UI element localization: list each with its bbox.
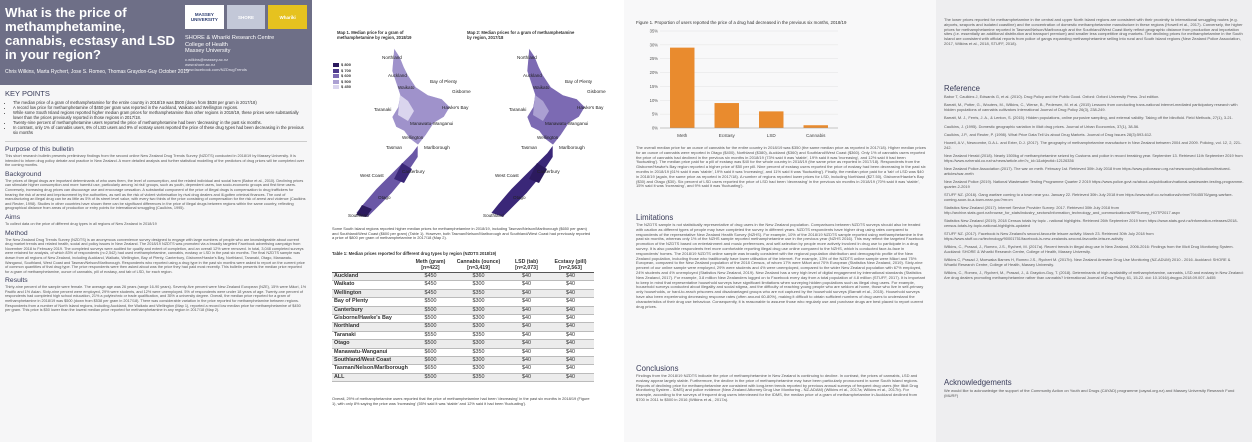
price-cell: $300 — [451, 306, 506, 314]
map-region-label: West Coast — [360, 173, 384, 178]
authors: Chris Wilkins, Marta Rychert, Jose S. Romeo, Thomas Graydon-Guy October 2019 — [5, 69, 189, 75]
price-cell: $40 — [506, 323, 547, 331]
table-header-cell: Cannabis (ounce) [n=3,419] — [451, 258, 506, 273]
price-cell: $350 — [451, 348, 506, 356]
price-cell: $500 — [410, 323, 451, 331]
reference-item: Barratt, M. J., Ferris, J. A., & Lenton, S. (2015). Hidden populations, online purposive sampling, and external validity: Taking off the blindfold. Field Methods, 27(1), 3-21. — [944, 115, 1233, 121]
contact-email[interactable]: c.wilkins@massey.ac.nz — [185, 57, 229, 62]
region-cell: Manawatu-Wanganui — [332, 348, 410, 356]
y-tick-label: 35% — [649, 28, 658, 34]
conclusions-heading: Conclusions — [636, 364, 679, 373]
page-2 — [312, 0, 624, 442]
y-tick-label: 10% — [649, 97, 658, 103]
contact-facebook[interactable]: www.facebook.com/NZDrugTrends — [185, 66, 247, 72]
price-cell: $40 — [506, 315, 547, 323]
map-region-label: Marlborough — [424, 145, 450, 150]
price-cell: $40 — [506, 306, 547, 314]
price-cell: $40 — [506, 348, 547, 356]
map-region-label: Taranaki — [374, 107, 392, 112]
price-cell: $40 — [506, 298, 547, 306]
price-cell: $40 — [547, 365, 594, 373]
aims-text: To collect data on the price of different drug types in all regions of New Zealand in 2018/19 — [5, 221, 157, 226]
price-cell: $300 — [451, 365, 506, 373]
x-tick-label: LSD — [766, 133, 776, 138]
table-row — [332, 357, 594, 365]
background-heading: Background — [5, 170, 42, 178]
map-region-label: Canterbury — [402, 169, 425, 174]
price-cell: $40 — [506, 365, 547, 373]
legend-swatch — [333, 74, 339, 78]
y-tick-label: 20% — [649, 70, 658, 76]
price-cell: $40 — [547, 348, 594, 356]
table-header-cell: Meth (gram) [n=422] — [410, 258, 451, 273]
map-region-label: Northland — [382, 55, 402, 60]
price-cell: $300 — [451, 340, 506, 348]
map-region-label: Southland — [348, 213, 369, 218]
map-region-label: West Coast — [495, 173, 519, 178]
map-region-label: Gisborne — [587, 89, 606, 94]
table-header-row — [332, 258, 594, 273]
price-cell: $40 — [547, 289, 594, 297]
region-cell: Taranaki — [332, 331, 410, 339]
table-row — [332, 340, 594, 348]
map-region-label: Manawatu-Wanganui — [410, 121, 454, 126]
legend-label: $ 600 — [341, 73, 352, 79]
reference-item: Wilkins, C., Romeo, J., Rychert, M., Prasad, J., & Graydon-Guy, T. (2018). Determinants of high availability of methamphetamine, cannabis, LSD and ecstasy in New Zealand: Are drug dealers promoting methamphetamine rather than cannabis? International Journal of Drug Policy, 61, 15-22. doi: 10.1016/j.drugpo.2018.09.007. A455 — [944, 270, 1244, 280]
reference-item: Barratt, M., Potter, G., Wouters, M., Wilkins, C., Werse, B., Pedersen, M. et al. (2015) Lessons from conducting trans-national internet-mediated participatory research with hidden populations of cannabis cultivators International Journal of Drug Policy 26(3), 238-249. — [944, 102, 1238, 112]
legend-swatch — [333, 80, 339, 84]
reference-item: New Zealand Police Association (2017). The war on meth. February 1st. Retrieved 30th July 2018 from https://www.policeassn.org.nz/newsroom/publications/featured-articles/war-meth — [944, 166, 1231, 176]
region-cell: Tasman/Nelson/Marlborough — [334, 365, 408, 372]
contact-block — [185, 58, 309, 72]
aims-heading: Aims — [5, 213, 21, 221]
legend-label: $ 700 — [341, 67, 352, 73]
key-point: • While some South Island regions reported higher median gram prices for methamphetamine than other regions in 2018/19, these prices were substantially lower than the prices previously reported in those regions in 2017/18. — [13, 110, 307, 120]
page-1-body — [5, 86, 307, 313]
page-1 — [0, 0, 312, 442]
logo-strip — [185, 5, 307, 29]
conclusions-text: Findings from the 2018/19 NZDTS indicate the price of methamphetamine in New Zealand is continuing to decline. In contrast, the prices of cannabis, LSD and ecstasy appear largely stable. Furthermore, the decline in the price of methamphetamine may have been particularly pronounced in some South Island regions. Reports of declining price for methamphetamine are consistent with long-term trends reported by previous annual surveys of frequent drug users (the Illicit Drug Monitoring System - IDMS) and police evidence (New Zealand Attorney Drug Use Monitoring - NZ-ADAM) (Wilkins et al., 2017a; Wilkins et al., 2017b). For example, according to the surveys of frequent drug users interviewed for the IDMS, the median price of a gram of methamphetamine in Auckland declined from $700 in 2011 to $500 in 2016 (Wilkins et al., 2017a). — [636, 373, 919, 402]
purpose-text: This short research bulletin presents preliminary findings from the second online New Zealand Drug Trends Survey (NZDTS) conducted in 2018/19 by Massey University. It is intended to inform drug policy debate and practice in New Zealand. A more detailed analysis and further statistical modelling of the predictors of drug prices will be completed over the coming months. — [5, 154, 305, 168]
price-cell: $350 — [451, 373, 506, 381]
purpose-section — [5, 141, 307, 168]
bar-lsd — [759, 111, 783, 128]
map-region-label: Hawke's Bay — [577, 105, 604, 110]
price-cell: $300 — [451, 315, 506, 323]
map-region-label: Wellington — [537, 135, 559, 140]
region-cell: Southland/West Coast — [332, 357, 410, 365]
map-region-label: Marlborough — [559, 145, 585, 150]
figure-1-title: Figure 1. Proportion of users reported the price of a drug had decreased in the previous six months, 2018/19 — [636, 20, 847, 25]
reference-item: Caulkins, J.P., and Reuter, P. (1998). What Price Data Tell Us about Drug Markets. Journal of Drug Issues 28(3):593-612. — [944, 131, 1153, 137]
region-cell: Otago — [332, 340, 410, 348]
price-cell: $450 — [410, 289, 451, 297]
price-cell: $40 — [506, 340, 547, 348]
map-region-label: Otago — [513, 195, 526, 200]
map-region-label: Waikato — [533, 85, 550, 90]
reference-list — [944, 95, 1244, 284]
key-point: • The median price of a gram of methamphetamine for the entire country in 2018/19 was $500 (down from $538 per gram in 2017/18) — [13, 100, 307, 105]
price-cell: $40 — [547, 306, 594, 314]
key-points-heading: KEY POINTS — [5, 89, 50, 98]
map-region-label: Hawke's Bay — [442, 105, 469, 110]
price-cell: $500 — [410, 373, 451, 381]
price-cell: $450 — [410, 273, 451, 281]
table-row — [332, 306, 594, 314]
price-cell: $350 — [451, 331, 506, 339]
map-region-label: Tasman — [386, 145, 403, 150]
whariki-logo: Whariki — [268, 5, 307, 29]
price-cell: $550 — [410, 331, 451, 339]
table-header-cell: Ecstasy (pill) [n=2,563] — [547, 258, 594, 273]
reference-item: New Zealand Police (2019). National Wastewater Testing Programme Quarter 2 2019 https://www.police.govt.nz/about-us/publication/national-wastewater-testing-programme-quarter-2-2019 — [944, 179, 1244, 189]
bar-ecstasy — [715, 103, 739, 128]
legend-swatch — [333, 85, 339, 89]
map-region-label: Gisborne — [452, 89, 471, 94]
map-region-label: Bay of Plenty — [565, 79, 593, 84]
map-region-label: Taranaki — [509, 107, 527, 112]
reference-item: New Zealand Herald (2018). Nearly 1500kg of methamphetamine seized by Customs and police in record breaking year. September 13. Retrieved 11th September 2019 from https://www.nzherald.co.nz/nz/news/article.cfm?c_id=1&objectid=12126336 — [944, 153, 1243, 163]
region-cell: Bay of Plenty — [332, 298, 410, 306]
map-2-title: Map 2: Median prices for a gram of methamphetamine by region, 2017/18 — [467, 30, 575, 40]
price-cell: $500 — [410, 315, 451, 323]
y-tick-label: 25% — [649, 56, 658, 62]
price-cell: $40 — [547, 298, 594, 306]
college-name: College of Health — [185, 41, 228, 48]
x-tick-label: Cannabis — [806, 133, 826, 138]
research-centre — [185, 35, 309, 55]
price-cell: $500 — [410, 298, 451, 306]
legend-label: $ 500 — [341, 78, 352, 84]
acknowledgements-text: We would like to acknowledge the support of the Community Action on Youth and Drugs (CAYAD) programme (cayad.org.nz) and Massey University Research Fund (MURF) — [944, 388, 1235, 398]
price-cell: $300 — [451, 357, 506, 365]
reference-item: STUFF NZ. (2016). Gang warfare coming to a town near you. January 22. Retrieved 30th July 2018 from https://www.stuff.co.nz/national/crime/79445576/gang-warfare-coming-soon-to-a-town-near-you?rm=m — [944, 192, 1233, 202]
price-cell: $600 — [410, 357, 451, 365]
method-heading: Method — [5, 229, 28, 237]
reference-item: Wilkins C, Prasad J, Moewaka Barnes H, Romeo J.S., Rychert M. (2017b). New Zealand Arrestee Drug Use Monitoring (NZ-ADUM) 2010 - 2016. Auckland: SHORE & Whariki Research Centre, College of Health, Massey University. — [944, 257, 1231, 267]
discussion-text: The lower prices reported for methamphetamine in the central and upper North Island regions are consistent with their proximity to international smuggling routes (e.g. airports, seaports and isolated coastline) and the concentration of domestic methamphetamine manufacture in these regions (Howell et al., 2017). Conversely, the higher prices for methamphetamine reported in Tasman/Nelson/Marlborough and the Southland/West Coast likely reflect geographic distance from production and importation sites (i.e. essentially an additional distribution and transport premium) and smaller less competitive drug markets. The declining prices for methamphetamine in the South Island are consistent with official reports from police of gangs expanding methamphetamine selling into rural and South Island regions (New Zealand Police Association, 2017, Wilkins et al., 2018, STUFF, 2018). — [944, 17, 1243, 46]
price-table — [332, 258, 594, 382]
table-row — [332, 281, 594, 289]
table-row — [332, 273, 594, 281]
region-cell: Canterbury — [332, 306, 410, 314]
map-1-title: Map 1. Median price for a gram of methamphetamine by region, 2018/19 — [337, 30, 412, 40]
price-cell: $300 — [451, 298, 506, 306]
page-3 — [624, 0, 936, 442]
price-cell: $40 — [506, 289, 547, 297]
price-cell: $40 — [547, 281, 594, 289]
reference-item: Wilkins, C., Prasad, J., Romeo, J.S., Rychert, M. (2017a). Recent trends in illegal drug use in New Zealand, 2006-2016: Findings from the Illicit Drug Monitoring System. Auckland: SHORE & Whariki Research Centre, College of Health, Massey University. — [944, 244, 1234, 254]
price-cell: $40 — [506, 331, 547, 339]
map-region-label: Waikato — [398, 85, 415, 90]
table-row — [332, 331, 594, 339]
price-cell: $600 — [410, 348, 451, 356]
price-cell: $650 — [410, 365, 451, 373]
x-tick-label: Meth — [677, 133, 688, 138]
bar-meth — [670, 48, 694, 128]
key-point: • A record low price for methamphetamine of $450 per gram was reported in the Auckland, Waikato and Wellington regions. — [13, 105, 307, 110]
results-text: Thirty-nine percent of the sample were female. The average age was 26 years (range 16-90 years). Seventy-five percent were New Zealand European (NZE), 15% were Māori, 1% Pacific and 1% Asian. Sixty-nine percent were employed, 29% were students, and 12% were unemployed. 5% of respondents were under 18 years of age. Twenty-one percent of respondents had completed high school education, 21% a polytechnic or trade qualification, and 35% a university degree. Overall, the median price reported for a gram of methamphetamine in 2018/19 was $500 (down from $538 per gram in 2017/18). There was considerable variation in the price reported for methamphetamine between regions. Respondents from a number of North Island regions, including Auckland, the Waikato and Wellington (Map 1), reported a record low median price for methamphetamine of $450 per gram. This price is $50 lower than the lowest median price reported for methamphetamine in any region in 2017/18 (Map 2). — [5, 285, 307, 313]
page-2-footnote: Overall, 29% of methamphetamine users reported that the price of methamphetamine had been 'decreasing' in the past six months in 2018/19 (Figure 1), with only 8% saying the price was 'increasing' (55% said it was 'stable' and 12% said it had been 'fluctuating'). — [332, 396, 590, 406]
y-tick-label: 0% — [651, 125, 658, 131]
price-cell: $40 — [547, 340, 594, 348]
price-cell: $500 — [410, 340, 451, 348]
table-body — [332, 273, 594, 382]
map-region-label: Northland — [517, 55, 537, 60]
centre-name: SHORE & Whariki Research Centre — [185, 35, 275, 41]
region-cell: Northland — [332, 323, 410, 331]
map-region-label: Otago — [378, 195, 391, 200]
y-tick-label: 15% — [649, 83, 658, 89]
acknowledgements-heading: Acknowledgements — [944, 378, 1012, 387]
figure-1-bar-chart — [636, 27, 844, 142]
background-text: The prices of illegal drugs are important determinants of who uses them, the level of consumption, and the related individual and social harm (Babor et al., 2010). Declining prices can stimulate higher consumption and more harmful use, particularly among 'at risk' groups, such as youth, dependent users, low socio-economic groups and first time users. Conversely, increasing drug prices can discourage use and encourage cessation. A substantial component of the price of illegal drugs is compensation to drug traffickers for bearing the risk of arrest and imprisonment by the authorities, as well as the risk of violent victimisation by rival drug dealers and ill-gotten criminal finances. The cost of manufacturing an illegal drug can be as little as 5% of its street level value, with every two thirds of the price consisting of compensation for the risk of arrest and violence (Caulkins and Reuter, 1998). Studies in other countries have shown there can be significant differences in the price of illegal drugs between regions within the same country, reflecting geographical distance from areas of production or entry points for international smuggling (Caulkins, 1995). — [5, 178, 306, 211]
reference-heading: Reference — [944, 84, 980, 93]
page-4 — [936, 0, 1252, 442]
reference-item: Babor T, Caulkins J, Edwards G, et al. (2010). Drug Policy and the Public Good. Oxford: Oxford University Press. 2nd edition. — [944, 94, 1160, 99]
price-cell: $300 — [451, 323, 506, 331]
price-cell: $40 — [506, 373, 547, 381]
limitations-text: The NZDTS sample is not statistically representative of drug users in the New Zealand population. Comparisons between NZDTS surveys should also be treated with caution as different types of people may have completed the survey in different years. NZDTS respondents have higher drug using rates compared to respondents of the representative New Zealand Health Survey (NZHS). For example, 10% of the 2018/19 NZDTS sample reported using methamphetamine in the past six months, whereas only 1% of the NZHS sample reported methamphetamine use in the previous year (NZHS 2016). This may reflect the targeted Facebook promotion of the NZDTS based on entertainment and music preferences, and self-selection by people more actively involved in drug use to participate in a drug survey. It is also possible respondents feel more comfortable reporting illegal drug use online compared to the NZHS, which is conducted face-to-face in respondents' homes. The 2018/19 NZDTS online sample was broadly consistent with the regional population distribution and demographic profile of the New Zealand population, including those who traditionally have lower utilisation of the internet. For example, 13% of the NZDTS online sample were Māori and 75% European, compared to the New Zealand population of the 2018 Census, of whom 17% were Māori and 70% European (Statistics New Zealand, 2019). Sixty-nine percent of our online sample were employed, 29% were students and 4% were unemployed, compared to the wider New Zealand population with 67% employed, 24% students and 4% unemployed (Statistics New Zealand, 2019). New Zealand has a very high level of digital engagement by international standards (Statistics New Zealand, 2017). For example, 3.8 million New Zealanders logged on to Facebook every day from a total population of 4.8 million (STUFF, 2017). It is important to keep in mind that representative household surveys have significant limitations when surveying hidden populations such as illegal drug users. For example, household surveys conducted about illegality and social stigma, and the difficulty of reaching young people who are seldom at home, those who live in self-primary only households, or hard-to-reach prisoners and disadvantaged groups who are not captured by the household surveys (Barratt et al., 2015). Household surveys have also been experiencing decreasing response rates (often around 60-80%), making it difficult to obtain sufficient numbers of drug users to understand the characteristics of their drug use behaviour. Consequently, it is reasonable to assume those who regularly use and purchase drugs are best placed to report current drug prices. — [636, 222, 926, 309]
drug-price-results: The overall median price for an ounce of cannabis for the entire country in 2018/19 was $350 (the same median price as reported in 2017/18). Higher median prices for an ounce of cannabis were reported in Otago ($400), Northland ($380), Auckland ($360) and Southland/West Coast ($360). Only 1% of cannabis users reported the price of cannabis had declined in the previous six months in 2018/19 (73% said it was 'stable', 19% said it was 'increasing', and 12% said it had been 'fluctuating'). The median price paid for a pill of ecstasy was $40 for the whole country in 2018/19 (the same price as reported in 2017/18). Respondents from the Gisborne/Hawke's Bay region reported a higher price of $50 per pill. Nine percent of ecstasy users reported the price of ecstasy had been decreasing in the past six months in 2018/19 (61% said it was 'stable', 19% said it was 'increasing', and 11% said it was 'fluctuating'). Finally, the median price paid for a 'tab' of LSD was $40 in 2018/19 (again, the same price as reported in 2017/18). A number of regions reported lower prices for LSD, including Northland ($27.50), Gisborne/Hawke's Bay ($30) and Otago ($30). Six percent of LSD users reported the price of LSD had been 'decreasing' in the previous six months in 2018/19 (70% said it was 'stable', 15% said it was 'increasing', and 9% said it was 'fluctuating'). — [636, 145, 926, 189]
table-caption: Table 1: Median prices reported for different drug types by region (NZDTS 2018/19) — [332, 251, 497, 256]
reference-item: STUFF NZ. (2017). Facebook is New Zealand's second-favourite leisure activity. March 23. Retrieved 30th July 2018 from https://www.stuff.co.nz/technology/90001751/facebook-is-new-zealands-second-favourite-leisure-activity — [944, 231, 1154, 241]
map-region-label: Canterbury — [537, 169, 560, 174]
map-region-label: Auckland — [523, 73, 542, 78]
title-banner — [0, 0, 312, 85]
region-cell: Auckland — [332, 273, 410, 281]
map-region-label: Auckland — [388, 73, 407, 78]
region-cell: Wellington — [332, 289, 410, 297]
y-tick-label: 30% — [649, 42, 658, 48]
limitations-heading: Limitations — [636, 213, 674, 222]
map-region-label: Manawatu-Wanganui — [545, 121, 589, 126]
price-cell: $40 — [506, 357, 547, 365]
price-cell: $40 — [547, 331, 594, 339]
legend-label: $ 450 — [341, 84, 352, 90]
x-tick-label: Ecstasy — [718, 133, 735, 138]
map-region-label: Tasman — [521, 145, 538, 150]
table-header-cell — [332, 258, 410, 273]
map-caption: Some South Island regions reported higher median prices for methamphetamine in 2018/19, including Tasman/Nelson/Marlborough ($650 per gram) and Southland/West Coast ($600 per gram) (Table 1). However, both Tasman/Nelson/Marlborough and Southland/West Coast had previously reported a price of $800 per gram of methamphetamine in 2017/18 (Map 2). — [332, 226, 591, 241]
table-row — [332, 365, 594, 373]
region-cell: ALL — [332, 373, 410, 381]
price-cell: $40 — [506, 281, 547, 289]
price-cell: $40 — [506, 273, 547, 281]
table-row — [332, 298, 594, 306]
region-cell: Waikato — [332, 281, 410, 289]
bulletin-title: What is the price of methamphetamine, cannabis, ecstasy and LSD in your region? — [5, 5, 176, 62]
price-cell: $500 — [410, 306, 451, 314]
price-cell: $300 — [451, 281, 506, 289]
key-point: • Twenty-nine percent of methamphetamine users reported the price of methamphetamine had been 'decreasing' in the past six months. — [13, 120, 307, 125]
results-heading: Results — [5, 277, 28, 285]
massey-logo: MASSEY UNIVERSITY — [185, 5, 224, 29]
table-row — [332, 373, 594, 381]
key-point: • In contrast, only 1% of cannabis users, 6% of LSD users and 9% of ecstasy users reported the price of these drug types had been decreasing in the previous six months — [13, 125, 307, 135]
table-row — [332, 315, 594, 323]
reference-item: Howell, A.V., Newcombe, D.A.L. and Exter, D.J. (2017). The geography of methamphetamine manufacture in New Zealand between 2004 and 2009. Policing, vol. 12, 2, 221-242. — [944, 140, 1242, 150]
region-cell: Gisborne/Hawke's Bay — [332, 315, 410, 323]
map-region-label: Wellington — [402, 135, 424, 140]
map-region-label: Bay of Plenty — [430, 79, 458, 84]
price-cell: $40 — [547, 373, 594, 381]
reference-item: Statistics New Zealand (2019). 2018 Census totals by topic - national highlights. Retrieved 26th September 2019 from https://www.stats.govt.nz/information-releases/2018-census-totals-by-topic-national-highlights-updated — [944, 218, 1238, 228]
table-row — [332, 289, 594, 297]
shore-logo: SHORE — [227, 5, 266, 29]
table-row — [332, 348, 594, 356]
price-cell: $360 — [451, 273, 506, 281]
y-tick-label: 5% — [651, 111, 658, 117]
legend-label: $ 800 — [341, 62, 352, 67]
university-name: Massey University — [185, 48, 231, 55]
reference-item: Statistics New Zealand (2017). Internet Service Provider Survey: 2017. Retrieved 30th July 2018 from http://archive.stats.govt.nz/browse_for_stats/industry_sectors/information_technology_and_communications/ISPSurvey_HOTP2017.aspx — [944, 205, 1180, 215]
legend-swatch — [333, 63, 339, 67]
price-cell: $40 — [547, 273, 594, 281]
price-cell: $40 — [547, 323, 594, 331]
bar-cannabis — [804, 125, 828, 128]
purpose-heading: Purpose of this bulletin — [5, 146, 74, 153]
price-cell: $350 — [451, 289, 506, 297]
map-region-label: Southland — [483, 213, 504, 218]
price-cell: $450 — [410, 281, 451, 289]
table-row — [332, 323, 594, 331]
contact-web[interactable]: www.shore.ac.nz — [185, 61, 216, 67]
price-cell: $40 — [547, 357, 594, 365]
method-text: The New Zealand Drug Trends Survey (NZDTS) is an anonymous convenience survey designed to engage with large numbers of people who are knowledgeable about current drug market trends and related health, social and policy issues in New Zealand. The 2018/19 NZDTS was promoted via a broadly targeted Facebook advertising campaign from November 2018 to February 2019. The completed surveys were audited for quality and extent of completion, and an overall 12% were removed. In total, 3,048 completed surveys were retained for analysis, of which 83% of respondents (n=2,542) had used methamphetamine, cannabis, ecstasy or LSD in the past six months. The final NZDTS sample was drawn from all regions of New Zealand, including Auckland, Waikato, Wellington, Bay of Plenty, Canterbury, Gisborne/Hawke's Bay, Northland, Taranaki, Otago, Manawatu-Wanganui, Southland, West Coast and Tasman/Nelson/Marlborough. Respondents who reported using a drug type in the past six months were asked to report on the current price of common quantities of that drug type. The price respondents were then asked about was the price they had paid most recently. This bulletin presents the median price reported for a gram of methamphetamine, ounce of cannabis, pill of ecstasy, and tab of LSD, for each region. — [5, 237, 305, 274]
price-cell: $40 — [547, 315, 594, 323]
reference-item: Caulkins, J. (1995). Domestic geographic variation in illicit drug prices. Journal of Urban Economics, 37(1), 38-56. — [944, 123, 1140, 129]
table-header-cell: LSD (tab) [n=2,073] — [506, 258, 547, 273]
legend-swatch — [333, 69, 339, 73]
key-points-list — [5, 100, 307, 135]
